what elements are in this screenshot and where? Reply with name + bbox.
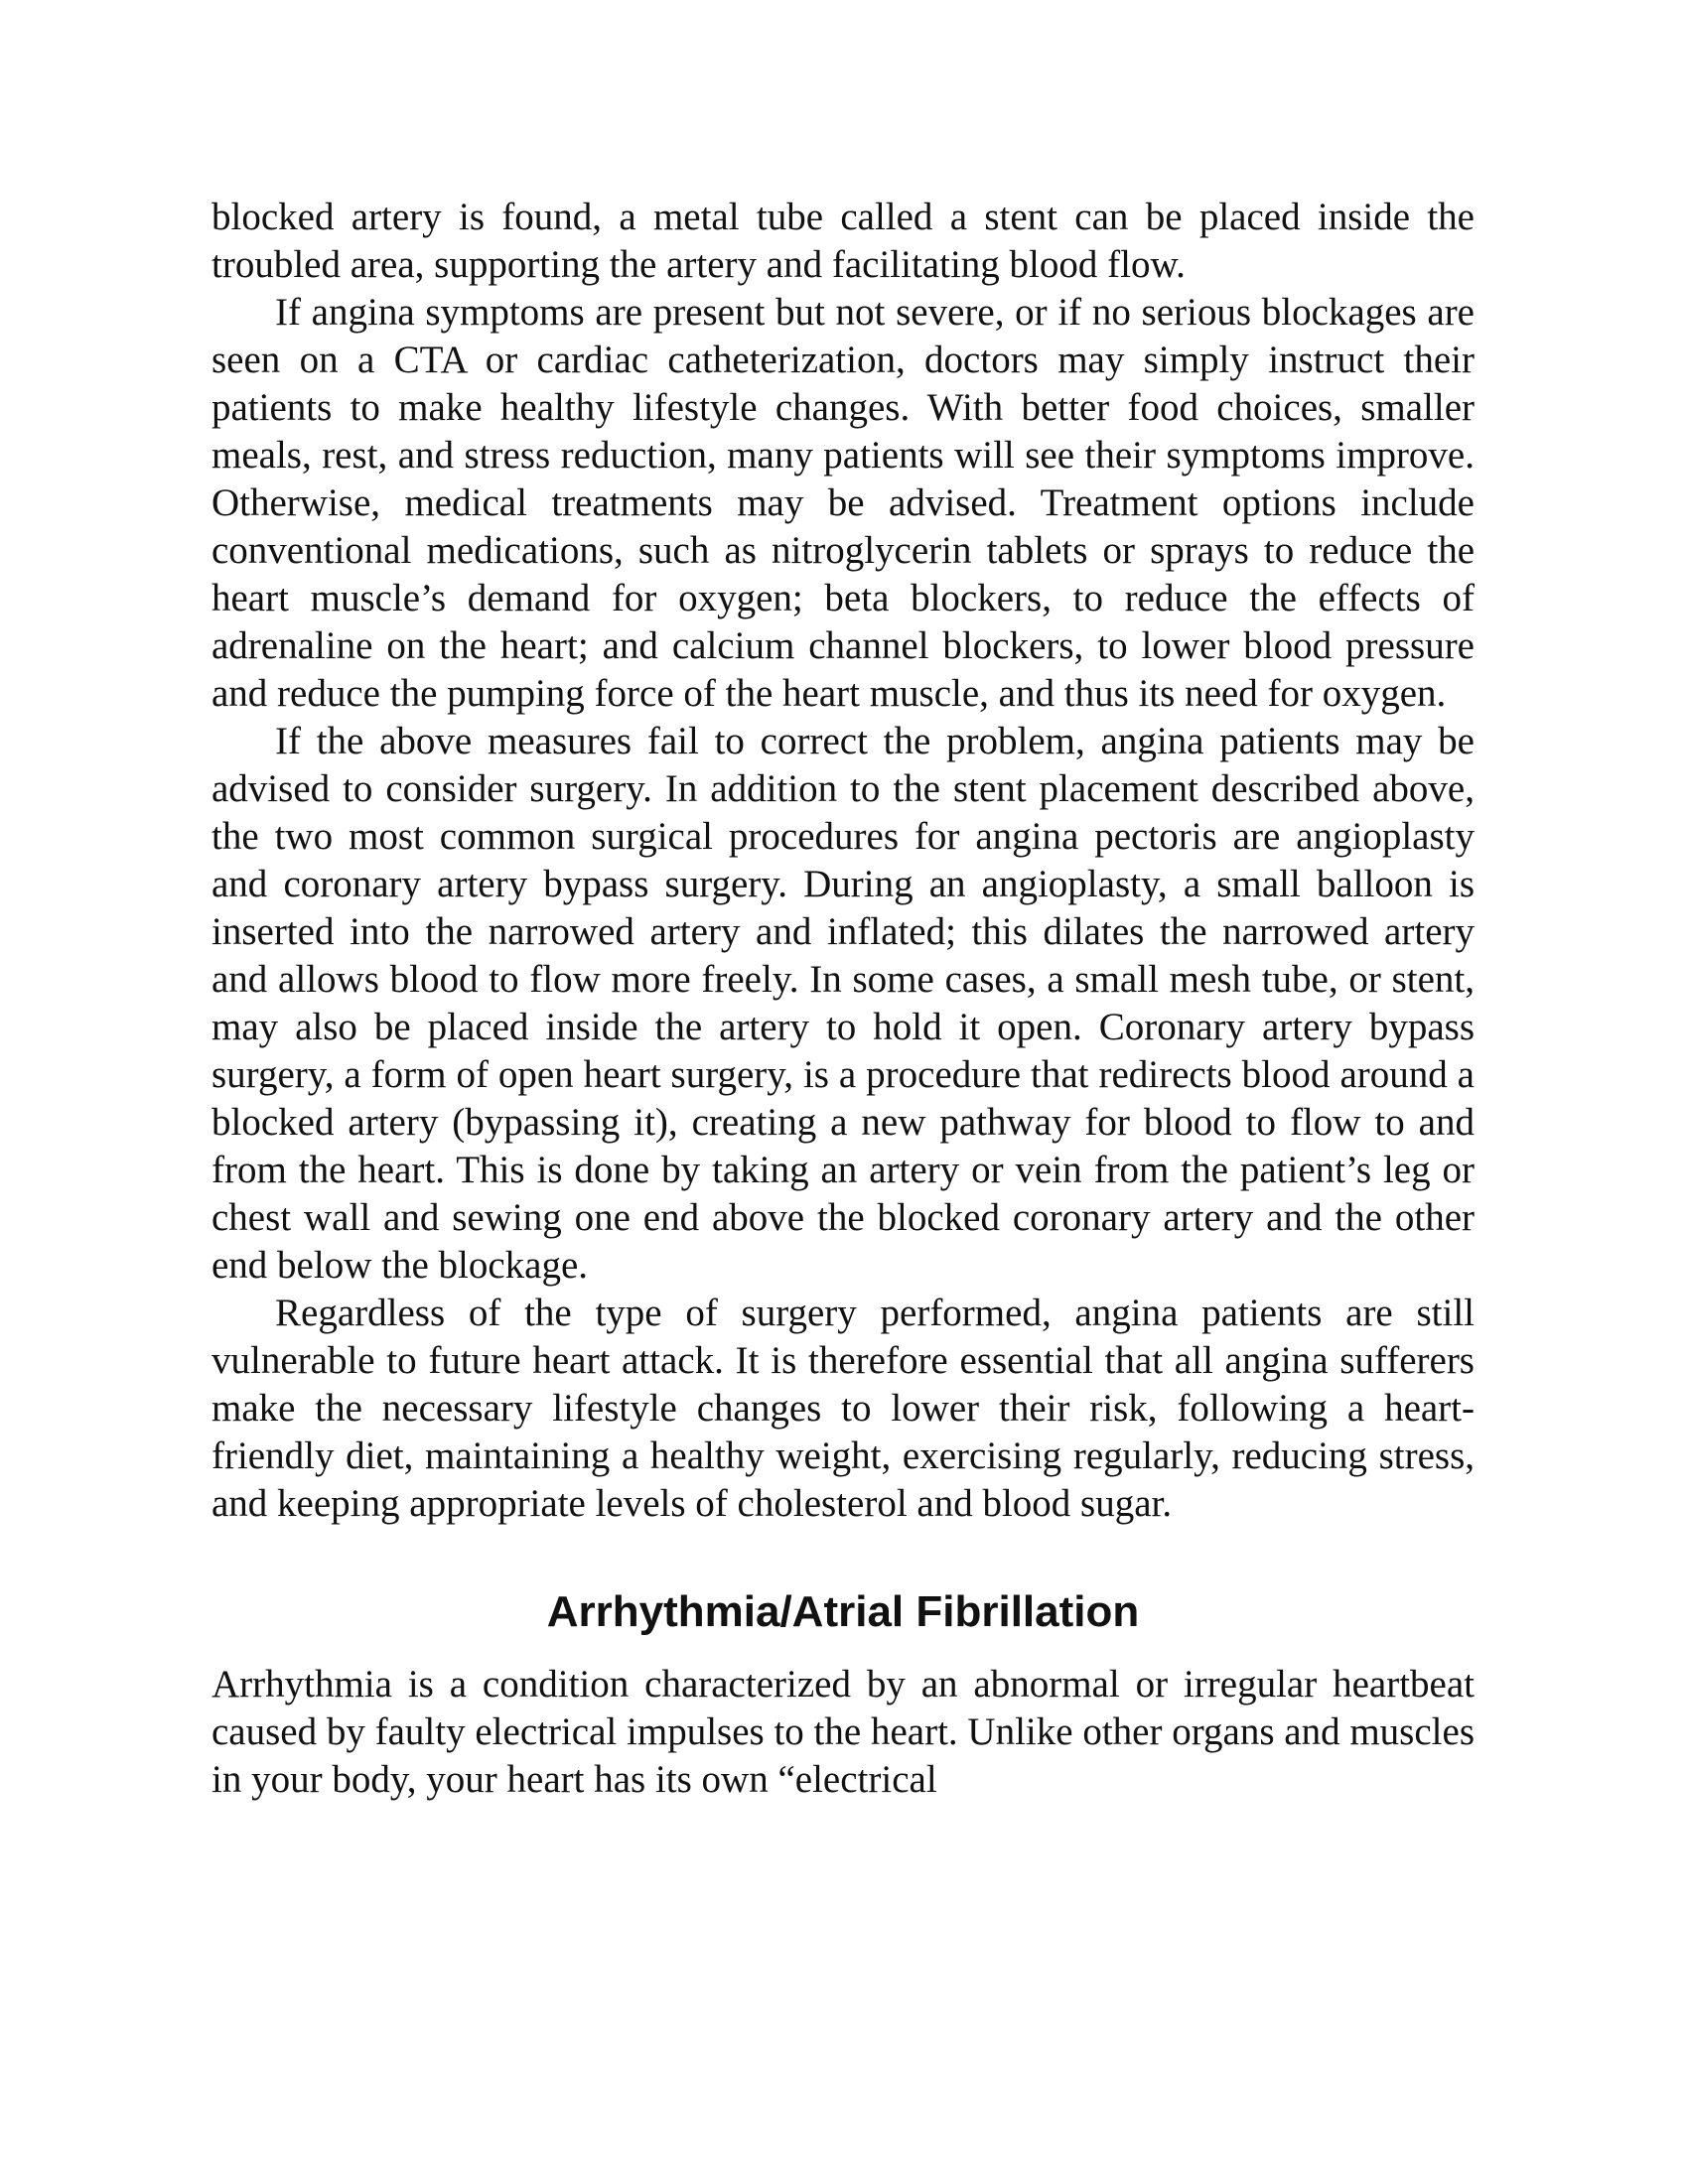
document-page [211,194,1475,1804]
paragraph-post-surgery-risk: Regardless of the type of surgery performed, angina patients are still vulnerable to future heart attack. It is therefore essential that all angina sufferers make the necessary lifestyle changes to lower their risk, following a heart-friendly diet, maintaining a healthy weight, exercising regularly, reducing stress, and keeping appropriate levels of cholesterol and blood sugar. [211,1292,1475,1525]
paragraph-lifestyle-and-medication: If angina symptoms are present but not severe, or if no serious blockages are seen on a CTA or cardiac catheterization, doctors may simply instruct their patients to make healthy lifestyle changes. With better food choices, smaller meals, rest, and stress reduction, many patients will see their symptoms improve. Otherwise, medical treatments may be advised. Treatment options include conventional medications, such as nitroglycerin tablets or sprays to reduce the heart muscle’s demand for oxygen; beta blockers, to reduce the effects of adrenaline on the heart; and calcium channel blockers, to lower blood pressure and reduce the pumping force of the heart muscle, and thus its need for oxygen. [211,291,1475,715]
section-heading: Arrhythmia/Atrial Fibrillation [546,1587,1140,1636]
paragraph-arrhythmia-intro: Arrhythmia is a condition characterized by an abnormal or irregular heartbeat caused by faulty electrical impulses to the heart. Unlike other organs and muscles in your body, your heart has its own “electrical [211,1663,1475,1801]
paragraph-surgical-procedures: If the above measures fail to correct the problem, angina patients may be advised to consider surgery. In addition to the stent placement described above, the two most common surgical procedures for angina pectoris are angioplasty and coronary artery bypass surgery. During an angioplasty, a small balloon is inserted into the narrowed artery and inflated; this dilates the narrowed artery and allows blood to flow more freely. In some cases, a small mesh tube, or stent, may also be placed inside the artery to hold it open. Coronary artery bypass surgery, a form of open heart surgery, is a procedure that redirects blood around a blocked artery (bypassing it), creating a new pathway for blood to flow to and from the heart. This is done by taking an artery or vein from the patient’s leg or chest wall and sewing one end above the blocked coronary artery and the other end below the blockage. [211,720,1475,1287]
paragraph-stent-continuation: blocked artery is found, a metal tube called a stent can be placed inside the troubled area, supporting the artery and facilitating blood flow. [211,196,1475,286]
